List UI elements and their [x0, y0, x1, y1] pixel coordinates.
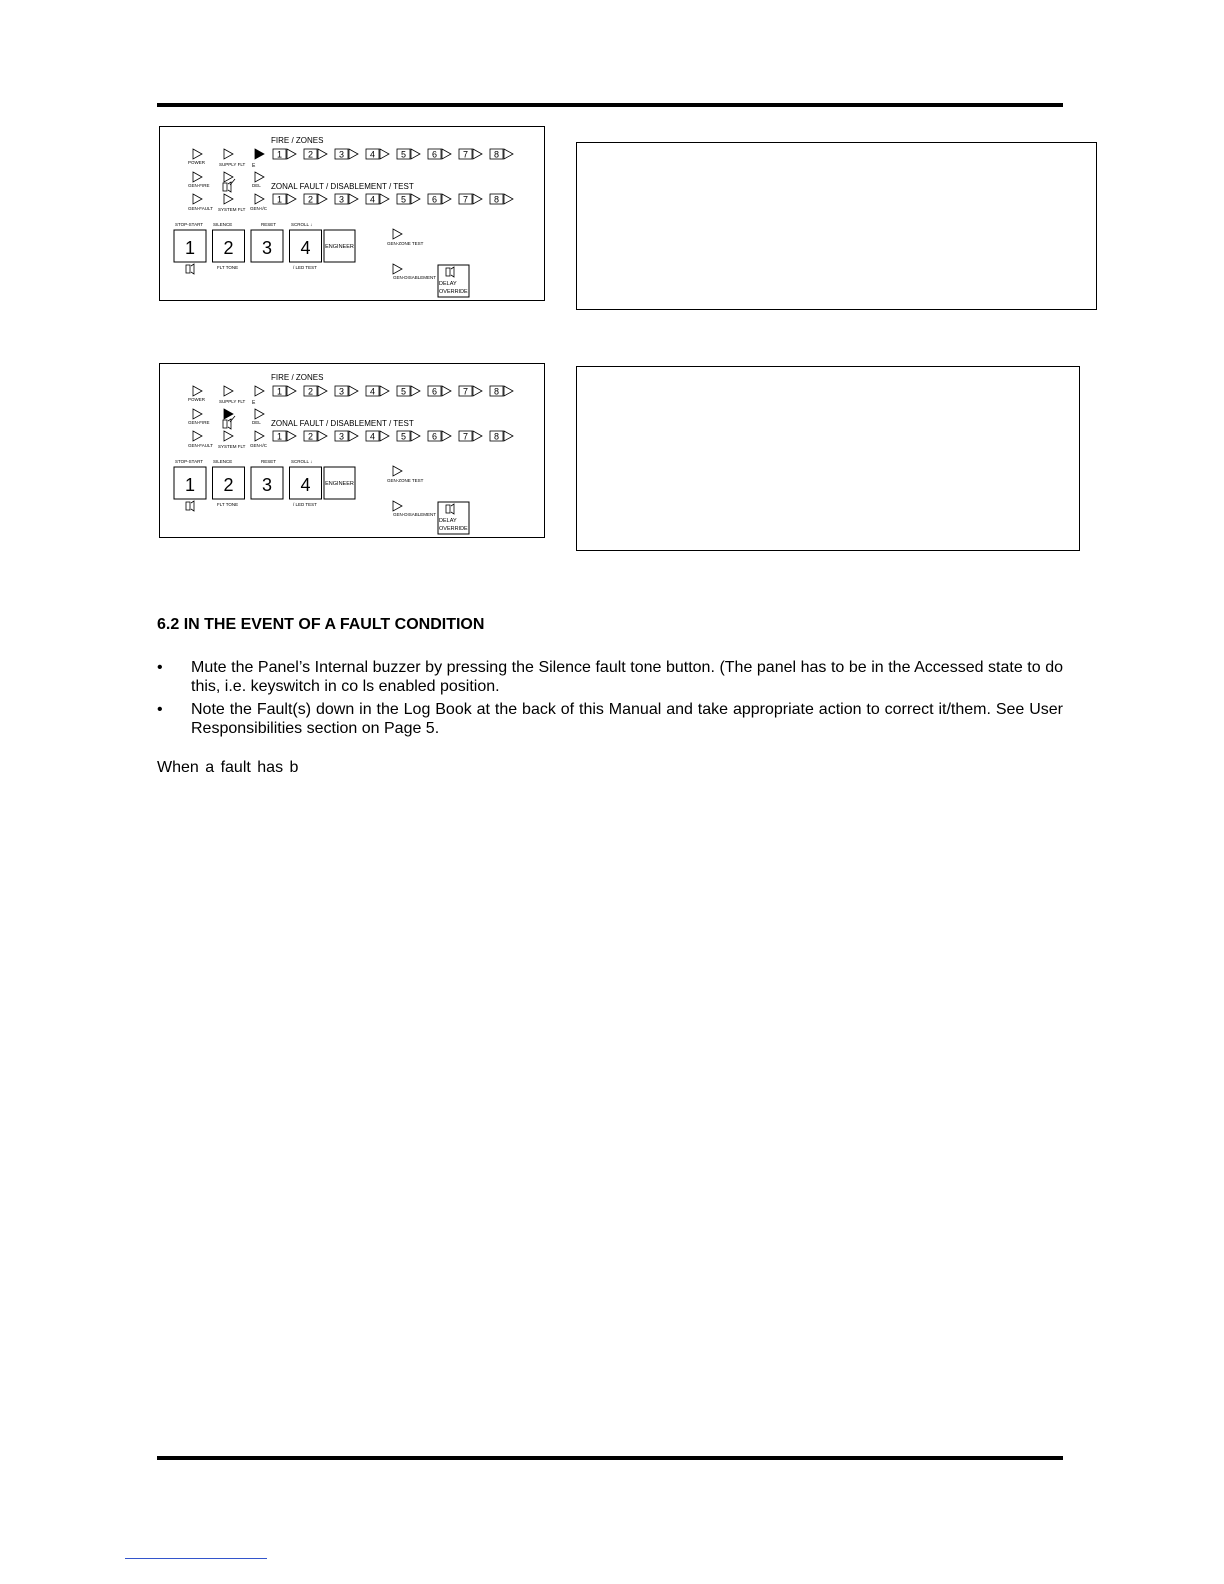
zonal-zone-led-icon: [473, 194, 482, 204]
gen-fire-led-icon: [193, 409, 202, 419]
flt-tone-label: FLT TONE: [217, 502, 239, 507]
key-2-number: 2: [223, 238, 234, 258]
fire-zone-number: 4: [369, 386, 376, 397]
gen-ic-led-icon: [255, 194, 264, 204]
fire-zone-led-icon: [287, 386, 296, 396]
fire-zone-number: 1: [276, 386, 283, 397]
zonal-zone-led-icon: [504, 431, 513, 441]
override-key-label: OVERRIDE: [439, 526, 468, 532]
gen-zone-test-label: GEN-ZONE TEST: [387, 241, 424, 246]
control-panel-diagram-2: [159, 363, 545, 538]
fire-zone-number: 8: [493, 149, 500, 160]
stop-start-label: STOP-START: [175, 222, 204, 227]
zonal-label: ZONAL FAULT / DISABLEMENT / TEST: [271, 182, 414, 191]
supply-fault-label: SUPPLY FLT: [219, 399, 246, 404]
system-fault-label: SYSTEM FLT: [218, 207, 246, 212]
zonal-zone-number: 5: [400, 194, 407, 205]
stop-start-buzzer-icon: [186, 264, 194, 274]
fire-zones-label: FIRE / ZONES: [271, 136, 324, 145]
fault-steps-list: [157, 658, 1063, 742]
zonal-zone-led-icon: [473, 431, 482, 441]
key-1-number: 1: [184, 238, 196, 258]
fire-zone-number: 6: [431, 149, 438, 160]
key-3-number: 3: [261, 475, 273, 495]
zonal-zone-led-icon: [287, 431, 296, 441]
buzzer-icon: [223, 419, 231, 429]
gen-fault-led-icon: [193, 431, 202, 441]
gen-ic-label: GEN-I/C: [250, 206, 268, 211]
buzzer-icon: [223, 182, 231, 192]
fire-zone-led-icon: [287, 149, 296, 159]
gen-fault-label: GEN-FAULT: [188, 443, 213, 448]
zonal-zone-led-icon: [349, 194, 358, 204]
key-2-number: 2: [223, 475, 234, 495]
fire-zone-led-icon: [504, 149, 513, 159]
gen-zone-test-led-icon: [393, 229, 402, 239]
fire-zone-led-icon: [411, 149, 420, 159]
key-4-number: 4: [300, 238, 311, 258]
reset-label: RESET: [261, 222, 277, 227]
fire-zone-led-icon: [380, 386, 389, 396]
fire-zone-number: 7: [462, 386, 469, 397]
engineer-label: ENGINEER: [325, 244, 354, 250]
fire-zone-led-icon: [411, 386, 420, 396]
fire-zone-led-icon: [318, 149, 327, 159]
led-test-label: / LED TEST: [293, 265, 317, 270]
zonal-zone-number: 1: [276, 431, 283, 442]
gen-zone-test-label: GEN-ZONE TEST: [387, 478, 424, 483]
delay-led-icon: [255, 409, 264, 419]
gen-disablement-label: GEN-DISABLEMENT: [393, 275, 437, 280]
delay-label: DEL: [252, 183, 261, 188]
flt-tone-label: FLT TONE: [217, 265, 239, 270]
gen-fire-label: GEN-FIRE: [188, 420, 210, 425]
body-paragraph: When a fault has b: [157, 759, 299, 776]
fire-zone-number: 8: [493, 386, 500, 397]
delay-label: DEL: [252, 420, 261, 425]
gen-ic-label: GEN-I/C: [250, 443, 268, 448]
zonal-zone-led-icon: [318, 194, 327, 204]
scroll-label: SCROLL ↓: [291, 459, 313, 464]
control-panel-diagram-1: [159, 126, 545, 301]
fire-zone-number: 3: [338, 386, 345, 397]
led-test-label: / LED TEST: [293, 502, 317, 507]
earth-label: E: [252, 163, 256, 169]
panel-diagram-svg: [160, 364, 546, 539]
gen-ic-led-icon: [255, 431, 264, 441]
gen-disablement-led-icon: [393, 264, 402, 274]
supply-fault-led-icon: [224, 149, 233, 159]
panel-diagram-svg: [160, 127, 546, 302]
footer-rule: [157, 1456, 1063, 1460]
delay-key-label: DELAY: [439, 518, 457, 524]
power-label: POWER: [188, 160, 206, 165]
zonal-zone-number: 8: [493, 431, 500, 442]
fire-zone-number: 5: [400, 386, 407, 397]
fire-zone-led-icon: [349, 149, 358, 159]
system-fault-led-icon: [224, 194, 233, 204]
fire-zone-led-icon: [473, 149, 482, 159]
override-key-label: OVERRIDE: [439, 289, 468, 295]
zonal-zone-led-icon: [287, 194, 296, 204]
zonal-zone-number: 2: [307, 431, 314, 442]
zonal-label: ZONAL FAULT / DISABLEMENT / TEST: [271, 419, 414, 428]
bullet-icon: •: [157, 701, 163, 718]
fire-zone-number: 6: [431, 386, 438, 397]
earth-fault-led-icon: [255, 149, 264, 159]
fire-zone-number: 7: [462, 149, 469, 160]
fire-zone-number: 2: [307, 386, 314, 397]
gen-zone-test-led-icon: [393, 466, 402, 476]
gen-disablement-led-icon: [393, 501, 402, 511]
supply-fault-label: SUPPLY FLT: [219, 162, 246, 167]
key-3-number: 3: [261, 238, 273, 258]
zonal-zone-number: 3: [338, 194, 345, 205]
fire-zone-led-icon: [349, 386, 358, 396]
system-fault-label: SYSTEM FLT: [218, 444, 246, 449]
power-label: POWER: [188, 397, 206, 402]
zonal-zone-number: 6: [431, 431, 438, 442]
fire-zone-number: 3: [338, 149, 345, 160]
reset-label: RESET: [261, 459, 277, 464]
fire-zone-number: 1: [276, 149, 283, 160]
silence-label: SILENCE: [213, 222, 233, 227]
zonal-zone-led-icon: [318, 431, 327, 441]
list-item-text: Mute the Panel’s Internal buzzer by pressing the Silence fault tone button. (The panel has to be in the Accessed state to do this, i.e. keyswitch in co ls enabled position.: [191, 659, 1063, 695]
zonal-zone-number: 7: [462, 194, 469, 205]
fire-zone-number: 5: [400, 149, 407, 160]
system-fault-led-icon: [224, 431, 233, 441]
footer-link-underline: [125, 1558, 267, 1559]
silence-led-icon: [224, 172, 233, 182]
zonal-zone-led-icon: [380, 431, 389, 441]
zonal-zone-number: 8: [493, 194, 500, 205]
gen-fire-led-icon: [193, 172, 202, 182]
list-item: [157, 658, 1063, 696]
fire-zone-led-icon: [473, 386, 482, 396]
gen-fire-label: GEN-FIRE: [188, 183, 210, 188]
fire-zone-number: 2: [307, 149, 314, 160]
fire-zone-led-icon: [442, 386, 451, 396]
silence-led-icon: [224, 409, 233, 419]
zonal-zone-led-icon: [411, 431, 420, 441]
fire-zone-number: 4: [369, 149, 376, 160]
zonal-zone-led-icon: [411, 194, 420, 204]
zonal-zone-number: 4: [369, 194, 376, 205]
list-item-text: Note the Fault(s) down in the Log Book at the back of this Manual and take appropriate action to correct it/them. See User Responsibilities section on Page 5.: [191, 701, 1063, 737]
stop-start-buzzer-icon: [186, 501, 194, 511]
description-box-1: [576, 142, 1097, 310]
section-heading: 6.2 IN THE EVENT OF A FAULT CONDITION: [157, 616, 485, 633]
zonal-zone-number: 1: [276, 194, 283, 205]
fire-zones-label: FIRE / ZONES: [271, 373, 324, 382]
earth-label: E: [252, 400, 256, 406]
delay-led-icon: [255, 172, 264, 182]
power-led-icon: [193, 386, 202, 396]
zonal-zone-led-icon: [504, 194, 513, 204]
engineer-label: ENGINEER: [325, 481, 354, 487]
scroll-label: SCROLL ↓: [291, 222, 313, 227]
header-rule: [157, 103, 1063, 107]
fire-zone-led-icon: [380, 149, 389, 159]
key-4-number: 4: [300, 475, 311, 495]
zonal-zone-number: 3: [338, 431, 345, 442]
zonal-zone-led-icon: [442, 194, 451, 204]
description-box-2: [576, 366, 1080, 551]
earth-fault-led-icon: [255, 386, 264, 396]
stop-start-label: STOP-START: [175, 459, 204, 464]
bullet-icon: •: [157, 659, 163, 676]
supply-fault-led-icon: [224, 386, 233, 396]
zonal-zone-number: 6: [431, 194, 438, 205]
delay-key-label: DELAY: [439, 281, 457, 287]
gen-fault-led-icon: [193, 194, 202, 204]
zonal-zone-led-icon: [380, 194, 389, 204]
zonal-zone-number: 5: [400, 431, 407, 442]
gen-fault-label: GEN-FAULT: [188, 206, 213, 211]
silence-label: SILENCE: [213, 459, 233, 464]
list-item: [157, 700, 1063, 738]
key-1-number: 1: [184, 475, 196, 495]
fire-zone-led-icon: [318, 386, 327, 396]
zonal-zone-number: 4: [369, 431, 376, 442]
fire-zone-led-icon: [504, 386, 513, 396]
power-led-icon: [193, 149, 202, 159]
gen-disablement-label: GEN-DISABLEMENT: [393, 512, 437, 517]
zonal-zone-led-icon: [349, 431, 358, 441]
zonal-zone-number: 2: [307, 194, 314, 205]
fire-zone-led-icon: [442, 149, 451, 159]
zonal-zone-number: 7: [462, 431, 469, 442]
zonal-zone-led-icon: [442, 431, 451, 441]
